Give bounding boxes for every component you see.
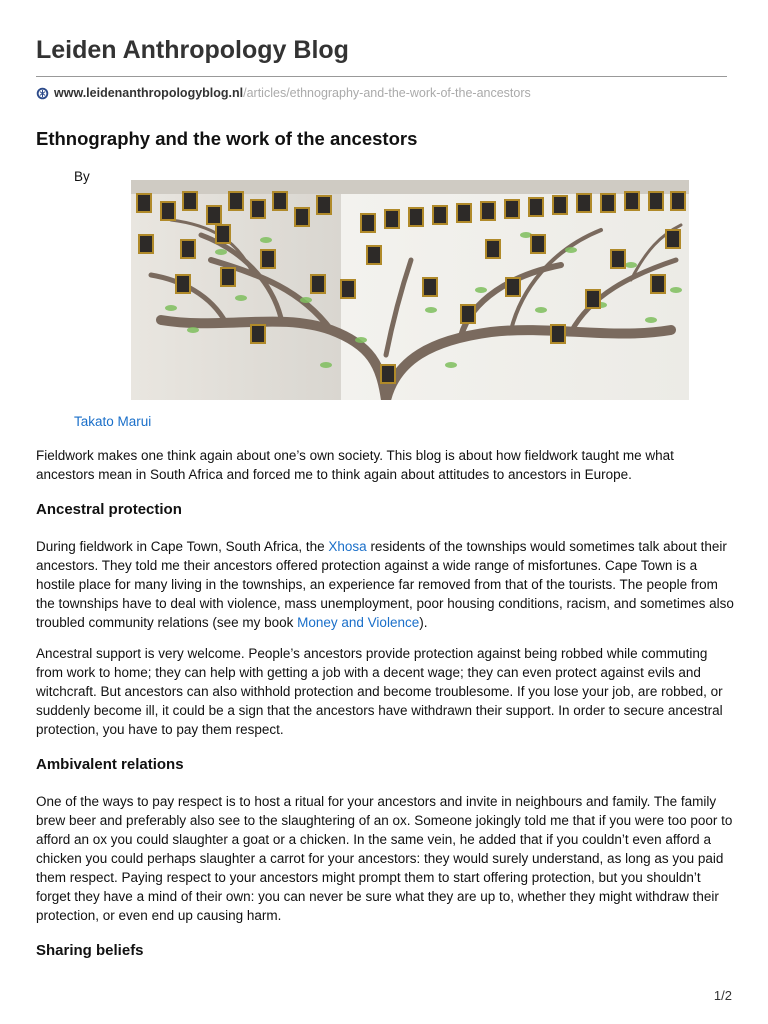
url-path[interactable]: /articles/ethnography-and-the-work-of-the-ancestors	[243, 86, 531, 100]
section-heading-ancestral-protection: Ancestral protection	[36, 501, 182, 518]
section-heading-ambivalent-relations: Ambivalent relations	[36, 756, 184, 773]
section-paragraph: Ancestral support is very welcome. People’s ancestors provide protection against being robbed while commuting from work to home; they can help with getting a job with a decent wage; they can even protect against evils and witchcraft. But ancestors can also withhold protection and become troublesome. If you lose your job, are robbed, or suddenly become ill, it could be a sign that the ancestors have withdrawn their support. In order to secure ancestral protection, you have to pay them respect.	[36, 646, 723, 737]
site-title: Leiden Anthropology Blog	[36, 36, 349, 64]
source-url	[36, 86, 531, 100]
author-link[interactable]: Takato Marui	[74, 414, 152, 429]
paragraph-text: During fieldwork in Cape Town, South Africa, the	[36, 539, 329, 554]
header-divider	[36, 76, 727, 77]
page-number: 1/2	[713, 988, 732, 1003]
paragraph-text: ).	[419, 615, 428, 630]
byline-label: By	[74, 169, 90, 184]
paragraph-text: residents of the townships would sometimes talk about their ancestors. They told me their ancestors offered protection against a wide range of misfortunes. Cape Town is a hostile place for many living in the townships, an experience far removed from that of the tourists. The people from the townships have to deal with violence, mass unemployment, poor housing conditions, racism, and sometimes also troubled community relations (see my book	[36, 539, 734, 630]
article-title: Ethnography and the work of the ancestors	[36, 128, 418, 149]
article-hero-image	[131, 180, 689, 400]
section-paragraph: One of the ways to pay respect is to host a ritual for your ancestors and invite in neighbours and family. The family brew beer and preferably also see to the slaughtering of an ox. Someone jokingly told me that if you were too poor to afford an ox you could slaughter a goat or a chicken. In the same vein, he added that if you couldn’t even afford a chicken you could perhaps slaughter a carrot for your ancestors: they would surely understand, as long as you paid them respect. Paying respect to your ancestors might prompt them to start offering protection, but you shouldn’t forget they have a mind of their own: you can never be sure what they are up to, whether they might withdraw their protection, or even end up causing harm.	[36, 794, 733, 923]
intro-paragraph: Fieldwork makes one think again about one’s own society. This blog is about how fieldwork taught me what ancestors mean in South Africa and forced me to think again about attitudes to ancestors in Europe.	[36, 448, 674, 482]
site-favicon-icon	[36, 87, 49, 100]
section-paragraph	[36, 537, 736, 632]
url-domain[interactable]: www.leidenanthropologyblog.nl	[54, 86, 244, 100]
section-heading-sharing-beliefs: Sharing beliefs	[36, 942, 144, 959]
money-and-violence-link[interactable]: Money and Violence	[297, 615, 420, 630]
xhosa-link[interactable]: Xhosa	[328, 539, 367, 554]
